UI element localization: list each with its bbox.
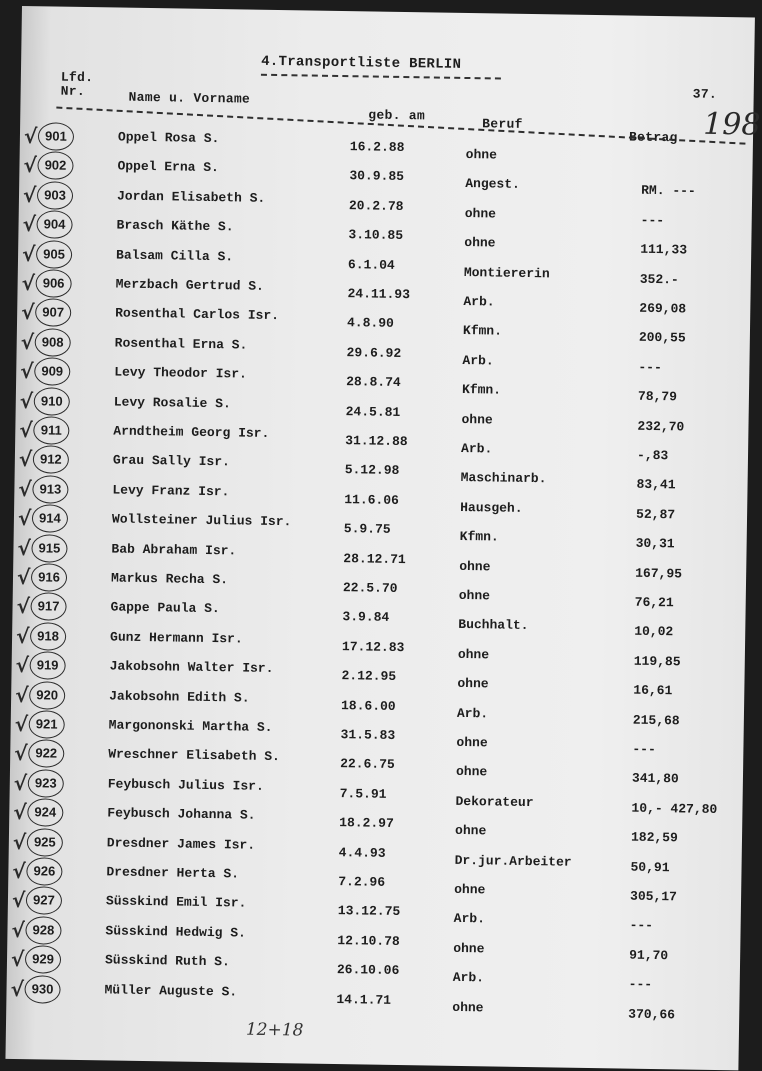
birth-date: 7.5.91 [339,785,387,802]
checkmark-icon: √ [23,124,38,149]
row-number: 922 [28,740,64,769]
person-name: Wollsteiner Julius Isr. [111,511,292,530]
person-name: Markus Recha S. [110,570,229,588]
person-name: Jakobsohn Edith S. [109,688,250,706]
person-name: Süsskind Emil Isr. [105,893,247,912]
occupation: Arb. [452,970,485,986]
row-number: 917 [30,593,66,622]
birth-date: 24.11.93 [347,286,411,303]
handwritten-footer-note: 12+18 [245,1019,304,1041]
row-number: 928 [25,916,61,945]
amount: 76,21 [634,594,674,611]
occupation: ohne [457,676,489,692]
amount: 30,31 [635,535,675,552]
checkmark-icon: √ [20,300,35,325]
amount: 232,70 [637,418,685,435]
checkmark-icon: √ [11,917,26,942]
amount: 370,66 [628,1006,676,1022]
occupation: Kfmn. [462,323,503,339]
person-name: Grau Sally Isr. [112,452,231,470]
checkmark-icon: √ [19,388,34,413]
checkmark-icon: √ [15,653,30,678]
row-number: 918 [30,622,66,651]
person-name: Margononski Martha S. [108,717,273,736]
birth-date: 28.12.71 [343,550,406,567]
checkmark-icon: √ [21,271,36,296]
amount: 182,59 [630,829,678,846]
row-number: 903 [37,181,73,210]
amount: --- [640,212,665,228]
birth-date: 18.6.00 [340,697,396,714]
row-number: 912 [33,446,69,475]
row-number: 925 [27,828,63,857]
occupation: ohne [454,823,487,839]
checkmark-icon: √ [17,506,32,531]
checkmark-icon: √ [20,359,34,384]
occupation: ohne [456,734,488,751]
amount: 341,80 [631,771,679,787]
occupation: Hausgeh. [460,499,523,516]
birth-date: 4.8.90 [346,315,394,332]
occupation: ohne [454,881,486,898]
row-number: 929 [25,945,61,974]
person-name: Feybusch Johanna S. [107,805,256,823]
person-name: Rosenthal Carlos Isr. [115,305,280,324]
row-number: 905 [36,240,72,269]
person-name: Rosenthal Erna S. [114,335,248,353]
column-header-name: Name u. Vorname [128,89,251,107]
person-name: Arndtheim Georg Isr. [113,423,270,441]
handwritten-number: 198 [702,106,761,143]
person-name: Süsskind Ruth S. [104,952,230,970]
person-name: Levy Franz Isr. [112,482,230,500]
row-number: 927 [26,887,62,916]
amount: RM. --- [641,183,696,199]
checkmark-icon: √ [12,829,27,854]
birth-date: 31.12.88 [345,433,408,450]
birth-date: 28.8.74 [346,374,401,391]
birth-date: 24.5.81 [345,403,401,420]
amount: 52,87 [635,506,676,523]
row-number: 901 [38,122,74,151]
amount: --- [632,741,656,758]
column-header-lfd: Lfd. [60,69,94,86]
column-header-born: geb. am [368,107,426,124]
person-name: Müller Auguste S. [104,982,238,1000]
column-header-amount: Betrag [628,129,678,146]
occupation: Buchhalt. [458,617,529,634]
checkmark-icon: √ [12,858,26,884]
occupation: ohne [458,587,491,604]
row-number: 910 [34,387,70,416]
row-number: 926 [26,857,62,886]
occupation: Arb. [462,352,494,369]
person-name: Jakobsohn Walter Isr. [109,658,274,677]
row-number: 916 [31,563,67,592]
birth-date: 17.12.83 [341,638,405,655]
occupation: Dekorateur [455,793,534,810]
document-title: 4.Transportliste BERLIN [261,53,462,73]
amount: 10,- 427,80 [631,800,718,817]
checkmark-icon: √ [22,182,37,208]
checkmark-icon: √ [14,682,29,707]
row-number: 911 [33,416,69,445]
person-name: Wreschner Elisabeth S. [108,746,280,765]
row-number: 923 [28,769,64,798]
occupation: Arb. [463,293,495,310]
amount: 91,70 [629,947,669,964]
amount: -,83 [636,447,669,464]
row-number: 913 [32,475,68,504]
row-number: 924 [27,798,63,827]
row-number: 908 [35,328,71,357]
birth-date: 29.6.92 [346,344,402,361]
person-name: Feybusch Julius Isr. [107,776,264,794]
person-name: Gappe Paula S. [110,599,220,617]
amount: 119,85 [633,653,681,670]
person-name: Süsskind Hedwig S. [105,923,247,941]
checkmark-icon: √ [22,212,37,237]
birth-date: 4.4.93 [338,844,386,861]
person-name: Levy Theodor Isr. [114,364,247,382]
occupation: ohne [459,558,491,575]
occupation: Maschinarb. [460,470,547,487]
person-name: Merzbach Gertrud S. [115,276,264,294]
amount: 16,61 [633,682,673,699]
birth-date: 20.2.78 [348,197,404,214]
person-name: Bab Abraham Isr. [111,541,237,559]
person-name: Oppel Erna S. [117,158,220,176]
person-name: Dresdner James Isr. [106,835,256,853]
row-number: 907 [35,299,71,328]
occupation: Arb. [460,440,493,457]
birth-date: 22.6.75 [340,756,395,773]
row-number: 904 [36,210,72,239]
amount: --- [628,976,653,993]
amount: 50,91 [630,859,670,875]
occupation: ohne [464,205,497,222]
occupation: Montiererin [463,264,550,281]
document-page [5,6,761,1070]
birth-date: 18.2.97 [339,815,394,832]
page-number: 37. [692,86,718,102]
birth-date: 22.5.70 [342,580,398,596]
row-number: 902 [37,152,73,181]
person-name: Dresdner Herta S. [106,864,240,882]
checkmark-icon: √ [11,888,26,913]
birth-date: 3.9.84 [342,609,390,626]
row-number: 930 [24,975,60,1004]
birth-date: 12.10.78 [337,932,400,949]
column-header-occupation: Beruf [482,116,523,132]
checkmark-icon: √ [21,241,36,266]
amount: 305,17 [629,888,678,905]
amount: --- [638,359,662,375]
amount: 269,08 [639,300,687,317]
birth-date: 5.12.98 [344,462,400,479]
checkmark-icon: √ [18,476,32,502]
occupation: ohne [464,235,496,251]
occupation: Dr.jur.Arbeiter [454,852,572,870]
row-number: 906 [35,269,71,298]
person-name: Oppel Rosa S. [117,129,220,147]
checkmark-icon: √ [13,770,28,795]
person-name: Brasch Käthe S. [116,217,234,235]
person-name: Balsam Cilla S. [115,247,234,264]
checkmark-icon: √ [16,594,31,619]
amount: 167,95 [635,565,683,582]
checkmark-icon: √ [10,947,25,972]
occupation: Angest. [465,176,520,193]
title-underline [261,74,501,80]
occupation: Kfmn. [459,529,499,545]
checkmark-icon: √ [18,447,33,472]
occupation: ohne [457,646,490,663]
occupation: ohne [461,411,493,428]
occupation: ohne [455,764,488,780]
checkmark-icon: √ [13,800,27,825]
amount: 352.- [639,271,679,287]
occupation: Kfmn. [461,382,502,398]
birth-date: 7.2.96 [338,874,386,890]
checkmark-icon: √ [19,418,33,443]
amount: 215,68 [632,712,680,729]
checkmark-icon: √ [17,535,32,560]
row-number: 920 [29,681,65,710]
column-header-nr: Nr. [60,83,86,99]
occupation: ohne [453,940,485,957]
amount: 200,55 [638,330,686,346]
amount: 83,41 [636,477,676,493]
checkmark-icon: √ [20,329,35,355]
birth-date: 13.12.75 [337,903,401,920]
checkmark-icon: √ [14,711,29,737]
checkmark-icon: √ [23,153,38,178]
birth-date: 30.9.85 [349,168,405,185]
row-number: 919 [29,651,65,680]
birth-date: 3.10.85 [348,227,404,244]
birth-date: 31.5.83 [340,727,396,743]
amount: 10,02 [634,624,674,640]
occupation: ohne [452,999,484,1015]
checkmark-icon: √ [14,741,28,766]
amount: 78,79 [637,388,678,405]
row-number: 921 [29,710,65,739]
row-number: 914 [32,504,68,533]
amount: --- [629,918,654,934]
row-number: 909 [34,357,70,386]
occupation: ohne [465,146,498,163]
occupation: Arb. [456,705,489,722]
birth-date: 26.10.06 [336,962,400,979]
birth-date: 11.6.06 [344,491,400,508]
person-name: Levy Rosalie S. [113,394,231,411]
row-number: 915 [31,534,67,563]
birth-date: 6.1.04 [347,256,395,273]
birth-date: 5.9.75 [343,521,391,538]
person-name: Jordan Elisabeth S. [116,188,266,206]
person-name: Gunz Hermann Isr. [109,629,243,647]
checkmark-icon: √ [10,976,25,1001]
checkmark-icon: √ [15,623,30,648]
birth-date: 16.2.88 [349,139,405,156]
birth-date: 14.1.71 [336,991,392,1008]
birth-date: 2.12.95 [341,668,397,685]
amount: 111,33 [640,241,688,258]
occupation: Arb. [453,911,486,927]
checkmark-icon: √ [16,564,31,590]
